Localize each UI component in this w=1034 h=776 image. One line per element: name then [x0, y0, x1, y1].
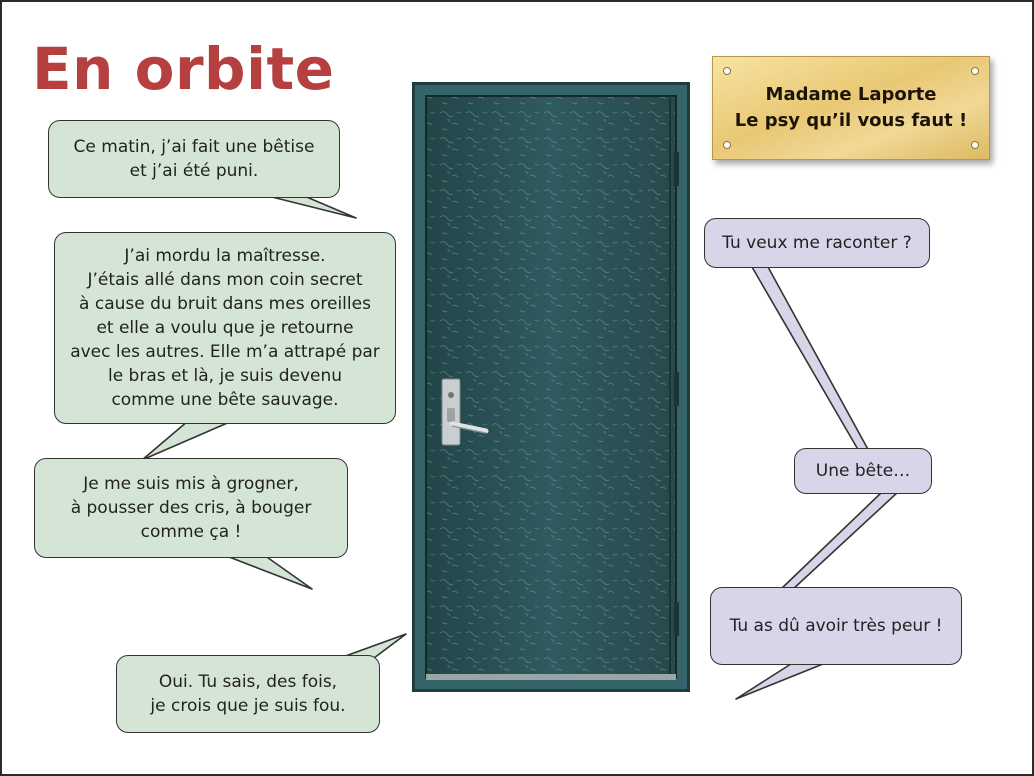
bubble-text: J’ai mordu la maîtresse. J’étais allé dans mon coin secret à cause du bruit dans mes oreilles et elle a voulu que je retourne avec les autres. Elle m’a attrapé par le bras et là, je suis devenu comme une bête sauvage.	[70, 246, 380, 410]
speech-bubble-therapist-1	[704, 218, 930, 268]
page-title: En orbite	[32, 35, 335, 103]
screw-icon	[723, 67, 731, 75]
bubble-text: Tu veux me raconter ?	[722, 233, 912, 253]
speech-bubble-child-4	[116, 655, 380, 733]
nameplate-name: Madame Laporte	[765, 84, 937, 105]
tail-t1	[752, 267, 870, 453]
screw-icon	[723, 141, 731, 149]
door-icon	[412, 82, 690, 692]
nameplate-tagline: Le psy qu’il vous faut !	[734, 110, 968, 131]
speech-bubble-therapist-3	[710, 587, 962, 665]
tail-b3	[224, 555, 312, 589]
bubble-text: Une bête…	[815, 461, 911, 481]
nameplate	[712, 56, 990, 160]
bubble-text: Tu as dû avoir très peur !	[729, 616, 943, 636]
tail-t2	[780, 492, 898, 590]
bubble-text: Oui. Tu sais, des fois, je crois que je suis fou.	[150, 672, 346, 716]
speech-bubble-child-2	[54, 232, 396, 424]
tail-t3	[736, 662, 828, 699]
screw-icon	[971, 141, 979, 149]
screw-icon	[971, 67, 979, 75]
bubble-text: Ce matin, j’ai fait une bêtise et j’ai été puni.	[73, 137, 315, 181]
speech-bubble-therapist-2	[794, 448, 932, 494]
speech-bubble-child-3	[34, 458, 348, 558]
speech-bubble-child-1	[48, 120, 340, 198]
tail-b2	[142, 421, 232, 460]
bubble-text: Je me suis mis à grogner, à pousser des cris, à bouger comme ça !	[70, 474, 312, 542]
tail-b1	[264, 195, 356, 218]
